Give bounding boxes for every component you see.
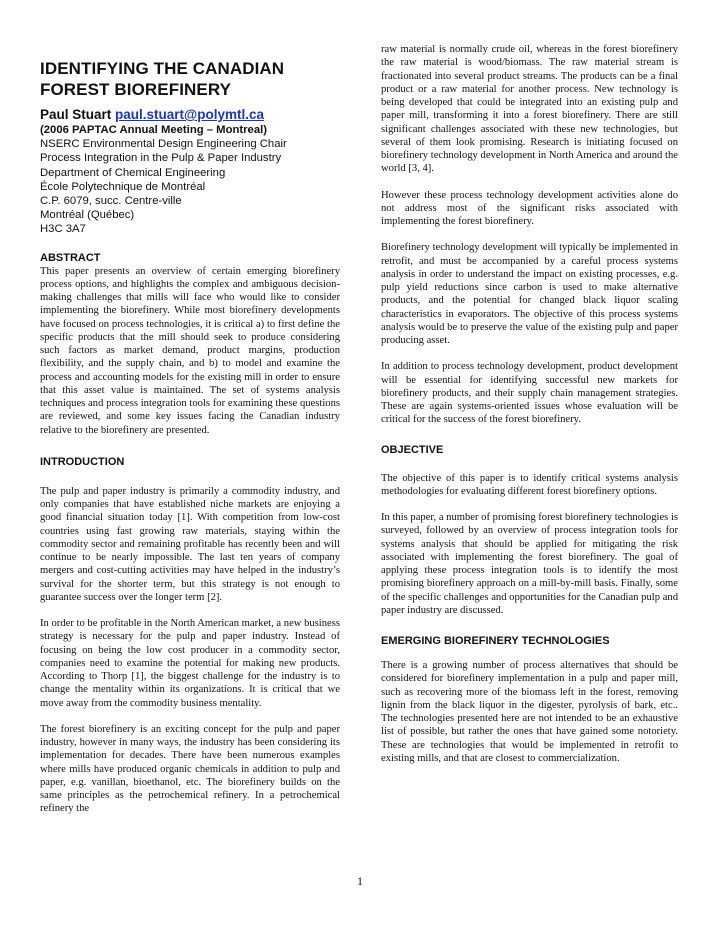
affiliation-line-5: C.P. 6079, succ. Centre-ville: [40, 195, 182, 208]
right-column: [381, 43, 678, 765]
objective-heading: OBJECTIVE: [381, 443, 444, 456]
right-paragraph-1: raw material is normally crude oil, whereas in the forest biorefinery the raw material is wood/biomass. The raw material stream is fractionated into several product streams. The products can be a final product or a raw material for another process. New technology is being developed that could be integrated into an existing pulp and paper mill, transforming it into a forest biorefinery. There are still significant challenges associated with these new technologies, but several of them look promising. Research is initiating focused on biorefinery technology development in North America and around the world [3, 4].: [381, 44, 678, 175]
abstract-paragraph: This paper presents an overview of certain emerging biorefinery process options, and highlights the complex and ambiguous decision-making challenges that mills will face who would like to consider implementing the biorefinery. While most biorefinery developments have focused on process technologies, it is critical a) to first define the specific products that the mill should seek to produce considering such factors as market demand, product margins, production flexibility, and the supply chain, and b) to model and examine the process and accounting models for the existing mill in order to ensure that this asset value is maintained. The set of systems analysis techniques and process integration tools for examining these questions are reviewed, and some key issues facing the Canadian industry relative to the biorefinery are presented.: [40, 265, 340, 436]
meeting-line: (2006 PAPTAC Annual Meeting – Montreal): [40, 124, 268, 136]
left-column: [40, 58, 340, 816]
affiliation-line-1: NSERC Environmental Design Engineering Chair: [40, 138, 287, 151]
affiliation-line-7: H3C 3A7: [40, 223, 86, 236]
title-line-1: IDENTIFYING THE CANADIAN: [40, 59, 285, 78]
author-email-link[interactable]: paul.stuart@polymtl.ca: [115, 107, 264, 122]
affiliation-line-4: École Polytechnique de Montréal: [40, 180, 206, 193]
intro-paragraph-3: The forest biorefinery is an exciting concept for the pulp and paper industry, however in many ways, the industry has been considering its implementation for decades. There have been numerous examples where mills have produced organic chemicals in addition to pulp and paper, e.g. vanillan, bioethanol, etc. The biorefinery builds on the same principles as the petrochemical refinery. In a petrochemical refinery the: [40, 723, 340, 815]
affiliation-line-2: Process Integration in the Pulp & Paper Industry: [40, 152, 282, 165]
right-paragraph-3: Biorefinery technology development will typically be implemented in retrofit, and must be accompanied by a careful process systems analysis in order to understand the impact on existing processes, e.g. pulp yield reductions since carbon is used to make alternative products, and the potential for changed black liquor scaling characteristics in evaporators. The objective of this process systems analysis would be to preserve the value of the existing pulp and paper producing asset.: [381, 242, 678, 346]
title-line-2: FOREST BIOREFINERY: [40, 80, 232, 99]
affiliation-line-6: Montréal (Québec): [40, 209, 135, 222]
emerging-technologies-heading: EMERGING BIOREFINERY TECHNOLOGIES: [381, 635, 610, 647]
intro-paragraph-2: In order to be profitable in the North American market, a new business strategy is necessary for the pulp and paper industry. Instead of focusing on being the low cost producer in a commodity sector, companies need to examine the potential for making new products. According to Thorp [1], the biggest challenge for the industry is to change the mentality within its organizations. It is critical that we move away from the commodity business mentality.: [40, 618, 340, 709]
page-number: 1: [357, 874, 363, 888]
affiliation-line-3: Department of Chemical Engineering: [40, 166, 226, 179]
paper-title: [40, 58, 340, 100]
objective-paragraph-1: The objective of this paper is to identify critical systems analysis methodologies for evaluating different forest biorefinery options.: [381, 472, 678, 497]
right-paragraph-4: In addition to process technology development, product development will be essential for identifying successful new markets for biorefinery products, and their supply chain management strategies. These are again systems-oriented issues whose evaluation will be critical for the success of the forest biorefinery.: [381, 361, 678, 426]
intro-paragraph-1: The pulp and paper industry is primarily a commodity industry, and only companies that have established niche markets are enjoying a good financial situation today [1]. With competition from low-cost countries using fast growing raw materials, staying within the commodity sector and remaining profitable has recently been and will continue to be nearly impossible. The last ten years of company mergers and cost-cutting activities may have helped in the industry’s survival for the shorter term, but this strategy is not enough to guarantee success over the longer term [2].: [40, 485, 340, 603]
author-line: [40, 106, 340, 123]
author-name: Paul Stuart: [40, 107, 112, 122]
introduction-heading: INTRODUCTION: [40, 455, 125, 468]
right-paragraph-2: However these process technology development activities alone do not address most of the significant risks associated with implementing the forest biorefinery.: [381, 189, 678, 227]
abstract-heading: ABSTRACT: [40, 251, 101, 264]
emerging-technologies-paragraph: There is a growing number of process alternatives that should be considered for biorefinery implementation in a pulp and paper mill, such as recovering more of the biomass left in the forest, removing lignin from the black liquor in the digester, pyrolysis of bark, etc.. The technologies presented here are not intended to be an exhaustive list of possible, but rather the ones that have gained some notoriety. These are technologies that would be implemented in retrofit to existing mills, and that are closest to commercialization.: [381, 660, 678, 764]
objective-paragraph-2: In this paper, a number of promising forest biorefinery technologies is surveyed, followed by an overview of process integration tools for systems analysis that should be applied for mitigating the risk associated with implementing the forest biorefinery. The goal of applying these process integration tools is to identify the most promising biorefinery approach on a mill-by-mill basis. Finally, some of the specific challenges and opportunities for the Canadian pulp and paper industry are discussed.: [381, 512, 679, 616]
